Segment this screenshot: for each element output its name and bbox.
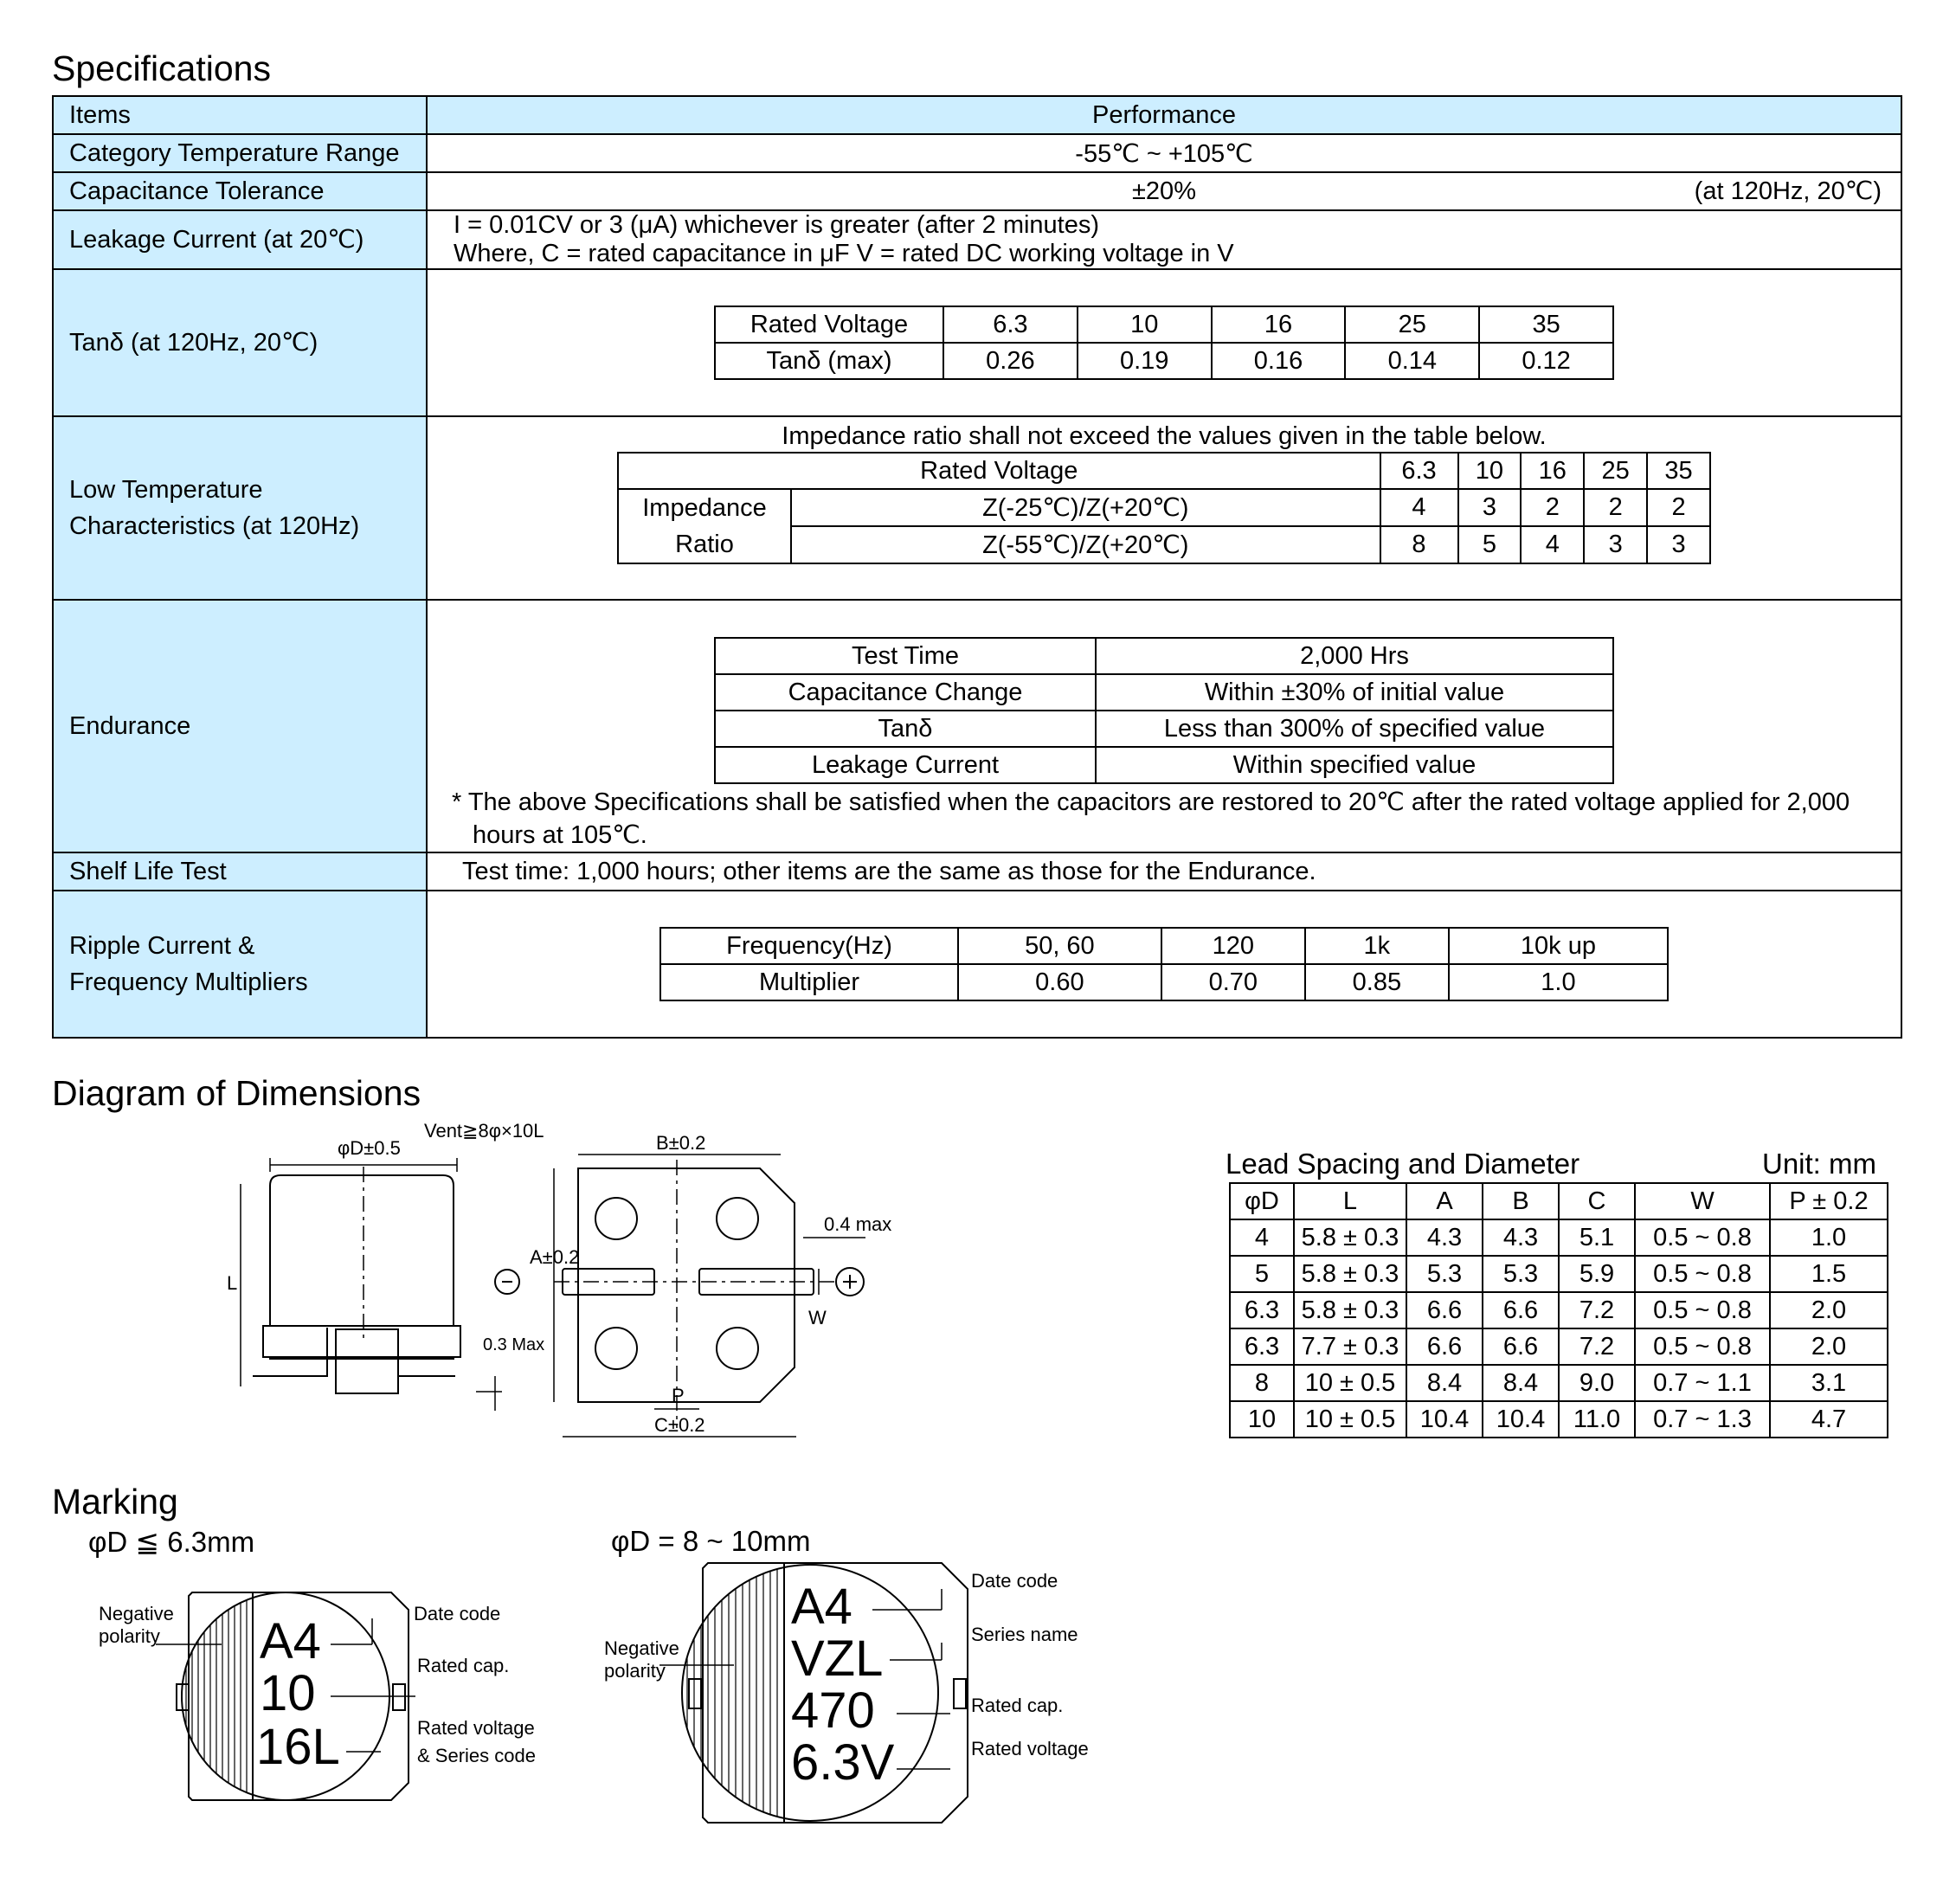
lead-spacing-unit: Unit: mm: [1762, 1148, 1876, 1180]
lead-cell: 1.5: [1770, 1256, 1888, 1292]
table-row: [1230, 1256, 1888, 1292]
large-mark-series: VZL: [791, 1631, 884, 1687]
multiplier-value: 1.0: [1449, 964, 1668, 1000]
lt-value: 5: [1458, 526, 1522, 563]
impedance-ratio-line1: Impedance: [642, 494, 767, 522]
large-mark-date: A4: [791, 1579, 852, 1635]
endurance-note-line1: * The above Specifications shall be satisfied when the capacitors are restored to 20℃ after the rated voltage applied for 2,000: [452, 788, 1850, 816]
lead-cell: 7.2: [1559, 1328, 1635, 1365]
table-row: [1230, 1219, 1888, 1256]
items-header: Items: [53, 96, 427, 134]
lt-value: 4: [1521, 526, 1584, 563]
lt-value: 4: [1380, 489, 1458, 526]
capacitor-bottom-body: [578, 1168, 795, 1402]
lead-cell: 6.6: [1483, 1328, 1559, 1365]
tan-value: 0.19: [1078, 343, 1212, 379]
lead-cell: 8.4: [1406, 1365, 1483, 1401]
large-series-name-label: Series name: [971, 1624, 1078, 1645]
lt-value: 8: [1380, 526, 1458, 563]
tan-delta-table: [714, 306, 1614, 380]
large-mark-voltage: 6.3V: [791, 1734, 895, 1791]
tan-delta-label: Tanδ (at 120Hz, 20℃): [53, 269, 427, 416]
lt-voltage: 10: [1458, 453, 1522, 489]
tan-value: 0.12: [1479, 343, 1613, 379]
endurance-table: [714, 637, 1614, 784]
lead-cell: 3.1: [1770, 1365, 1888, 1401]
lt-value: 3: [1584, 526, 1647, 563]
lt-rated-voltage-label: Rated Voltage: [618, 453, 1380, 489]
lead-header: B: [1483, 1183, 1559, 1219]
lead-spacing-table: [1229, 1182, 1888, 1438]
endurance-note-line2: hours at 105℃.: [473, 821, 647, 849]
negative-polarity-line2: polarity: [99, 1625, 160, 1647]
tan-value: 0.26: [943, 343, 1078, 379]
endurance-item: Leakage Current: [715, 747, 1096, 783]
frequency-value: 1k: [1305, 928, 1449, 964]
tan-rated-voltage-label: Rated Voltage: [715, 306, 943, 343]
lt-value: 2: [1647, 489, 1710, 526]
lead-cell: 2.0: [1770, 1328, 1888, 1365]
lead-cell: 0.5 ~ 0.8: [1635, 1256, 1770, 1292]
lead-cell: 11.0: [1559, 1401, 1635, 1438]
lead-cell: 2.0: [1770, 1292, 1888, 1328]
marking-title: Marking: [52, 1482, 178, 1521]
low-temperature-intro: Impedance ratio shall not exceed the values given in the table below.: [782, 422, 1547, 450]
low-temperature-label-line1: Low Temperature: [69, 476, 263, 504]
lt-voltage: 35: [1647, 453, 1710, 489]
large-mark-cap: 470: [791, 1682, 875, 1739]
small-mark-date: A4: [260, 1613, 321, 1669]
small-size-label: φD ≦ 6.3mm: [88, 1526, 255, 1558]
leakage-current-label: Leakage Current (at 20℃): [53, 210, 427, 269]
lead-cell: 9.0: [1559, 1365, 1635, 1401]
lt-voltage: 16: [1521, 453, 1584, 489]
multiplier-value: 0.60: [958, 964, 1161, 1000]
tan-voltage: 16: [1212, 306, 1346, 343]
ripple-label-line1: Ripple Current &: [69, 932, 255, 960]
mounting-hole: [717, 1198, 758, 1239]
low-temperature-row: [53, 416, 1901, 600]
shelf-life-label: Shelf Life Test: [53, 852, 427, 891]
leakage-current-line2: Where, C = rated capacitance in μF V = rated DC working voltage in V: [454, 240, 1234, 267]
large-size-label: φD = 8 ~ 10mm: [611, 1525, 811, 1557]
lead-cell: 7.2: [1559, 1292, 1635, 1328]
lead-cell: 5.9: [1559, 1256, 1635, 1292]
table-row: [1230, 1328, 1888, 1365]
lt-value: 2: [1584, 489, 1647, 526]
dim-p: P: [672, 1385, 685, 1406]
endurance-value: Less than 300% of specified value: [1096, 711, 1613, 747]
lead-cell: 6.6: [1483, 1292, 1559, 1328]
lead-cell: 6.3: [1230, 1328, 1294, 1365]
endurance-note: [428, 784, 1901, 852]
lt-voltage: 25: [1584, 453, 1647, 489]
mounting-hole: [595, 1198, 637, 1239]
performance-header: Performance: [427, 96, 1901, 134]
lead-header: L: [1294, 1183, 1406, 1219]
large-negative-polarity-line2: polarity: [604, 1660, 666, 1682]
small-rated-voltage-line2: & Series code: [417, 1745, 536, 1766]
lead-cell: 10: [1230, 1401, 1294, 1438]
lead-cell: 6.3: [1230, 1292, 1294, 1328]
lead-cell: 5.8 ± 0.3: [1294, 1292, 1406, 1328]
small-case-tab: [393, 1684, 405, 1710]
specifications-title: Specifications: [52, 48, 271, 88]
lead-cell: 1.0: [1770, 1219, 1888, 1256]
dim-a: A±0.2: [530, 1246, 580, 1268]
endurance-item: Test Time: [715, 638, 1096, 674]
leakage-current-row: [53, 210, 1901, 269]
lead-cell: 10.4: [1483, 1401, 1559, 1438]
mounting-hole: [595, 1328, 637, 1369]
low-temperature-label-line2: Characteristics (at 120Hz): [69, 512, 360, 540]
frequency-value: 10k up: [1449, 928, 1668, 964]
lead-cell: 7.7 ± 0.3: [1294, 1328, 1406, 1365]
negative-polarity-line1: Negative: [99, 1603, 174, 1624]
dim-w: W: [808, 1307, 827, 1328]
lead-cell: 0.5 ~ 0.8: [1635, 1328, 1770, 1365]
frequency-label: Frequency(Hz): [660, 928, 958, 964]
impedance-ratio-line2: Ratio: [675, 531, 734, 558]
lead-header: A: [1406, 1183, 1483, 1219]
lead-cell: 6.6: [1406, 1292, 1483, 1328]
multiplier-value: 0.70: [1161, 964, 1305, 1000]
tan-value: 0.16: [1212, 343, 1346, 379]
lead-cell: 8.4: [1483, 1365, 1559, 1401]
table-row: [1230, 1292, 1888, 1328]
lead-cell: 10 ± 0.5: [1294, 1401, 1406, 1438]
ripple-table: [659, 927, 1669, 1001]
dim-phi-d: φD±0.5: [338, 1137, 401, 1159]
large-case-tab: [954, 1679, 966, 1708]
leakage-current-line1: I = 0.01CV or 3 (μA) whichever is greater (after 2 minutes): [454, 211, 1100, 239]
lead-cell: 5.3: [1483, 1256, 1559, 1292]
frequency-value: 120: [1161, 928, 1305, 964]
shelf-life-value: Test time: 1,000 hours; other items are the same as those for the Endurance.: [427, 852, 1901, 891]
lt-row2-label: Z(-55℃)/Z(+20℃): [791, 526, 1380, 563]
spec-header-row: [53, 96, 1901, 134]
dimension-drawing: [208, 1116, 935, 1463]
lead-header: P ± 0.2: [1770, 1183, 1888, 1219]
shelf-life-row: [53, 852, 1901, 891]
lt-row1-label: Z(-25℃)/Z(+20℃): [791, 489, 1380, 526]
endurance-item: Capacitance Change: [715, 674, 1096, 711]
large-case-tab: [689, 1679, 701, 1708]
tan-voltage: 25: [1345, 306, 1479, 343]
tan-voltage: 10: [1078, 306, 1212, 343]
table-row: [1230, 1365, 1888, 1401]
small-date-code-label: Date code: [414, 1603, 501, 1624]
lead-cell: 4.3: [1483, 1219, 1559, 1256]
endurance-value: 2,000 Hrs: [1096, 638, 1613, 674]
multiplier-value: 0.85: [1305, 964, 1449, 1000]
lead-spacing-title: Lead Spacing and Diameter: [1226, 1148, 1580, 1180]
large-date-code-label: Date code: [971, 1570, 1058, 1592]
dimensions-title: Diagram of Dimensions: [52, 1073, 421, 1113]
lt-value: 3: [1647, 526, 1710, 563]
lead-header: φD: [1230, 1183, 1294, 1219]
capacitance-tolerance-note: (at 120Hz, 20℃): [1694, 177, 1882, 205]
tan-delta-row: [53, 269, 1901, 416]
ripple-row: [53, 891, 1901, 1038]
tan-voltage: 35: [1479, 306, 1613, 343]
large-rated-cap-label: Rated cap.: [971, 1695, 1064, 1716]
lead-cell: 5.8 ± 0.3: [1294, 1219, 1406, 1256]
small-rated-voltage-line1: Rated voltage: [417, 1717, 535, 1739]
lead-cell: 10.4: [1406, 1401, 1483, 1438]
dim-c: C±0.2: [654, 1414, 705, 1436]
tan-value: 0.14: [1345, 343, 1479, 379]
endurance-row: [53, 600, 1901, 852]
capacitor-base: [263, 1326, 460, 1357]
lead-cell: 4.7: [1770, 1401, 1888, 1438]
lead-cell: 5.1: [1559, 1219, 1635, 1256]
small-marking-drawing: [87, 1575, 571, 1809]
mounting-hole: [717, 1328, 758, 1369]
lead-cell: 5.3: [1406, 1256, 1483, 1292]
category-temperature-label: Category Temperature Range: [53, 134, 427, 172]
dim-l: L: [227, 1272, 238, 1294]
table-row: [1230, 1401, 1888, 1438]
lead-header: C: [1559, 1183, 1635, 1219]
small-mark-cap: 10: [260, 1665, 316, 1721]
lead-cell: 0.5 ~ 0.8: [1635, 1219, 1770, 1256]
lead-header-row: [1230, 1183, 1888, 1219]
specifications-table: [52, 95, 1902, 1039]
large-marking-drawing: [604, 1558, 1123, 1826]
endurance-value: Within specified value: [1096, 747, 1613, 783]
tan-voltage: 6.3: [943, 306, 1078, 343]
capacitance-tolerance-row: [53, 172, 1901, 210]
lead-cell: 6.6: [1406, 1328, 1483, 1365]
dim-04-max: 0.4 max: [824, 1213, 892, 1235]
small-mark-voltage: 16L: [256, 1719, 340, 1775]
dim-03-max: 0.3 Max: [483, 1335, 545, 1354]
capacitance-tolerance-value: ±20%: [1132, 177, 1196, 205]
lead-header: W: [1635, 1183, 1770, 1219]
capacitance-tolerance-label: Capacitance Tolerance: [53, 172, 427, 210]
endurance-item: Tanδ: [715, 711, 1096, 747]
lead-cell: 10 ± 0.5: [1294, 1365, 1406, 1401]
endurance-value: Within ±30% of initial value: [1096, 674, 1613, 711]
lt-value: 3: [1458, 489, 1522, 526]
ripple-label-line2: Frequency Multipliers: [69, 968, 308, 996]
category-temperature-row: [53, 134, 1901, 172]
lt-voltage: 6.3: [1380, 453, 1458, 489]
frequency-value: 50, 60: [958, 928, 1161, 964]
lead-cell: 5.8 ± 0.3: [1294, 1256, 1406, 1292]
endurance-label: Endurance: [53, 600, 427, 852]
lead-cell: 4: [1230, 1219, 1294, 1256]
low-temperature-table: [617, 452, 1711, 564]
small-rated-cap-label: Rated cap.: [417, 1655, 510, 1676]
large-rated-voltage-label: Rated voltage: [971, 1738, 1089, 1759]
lead-cell: 5: [1230, 1256, 1294, 1292]
dim-vent: Vent≧8φ×10L: [424, 1120, 544, 1142]
lead-cell: 0.7 ~ 1.1: [1635, 1365, 1770, 1401]
lead-cell: 0.7 ~ 1.3: [1635, 1401, 1770, 1438]
category-temperature-value: -55℃ ~ +105℃: [427, 134, 1901, 172]
large-negative-polarity-line1: Negative: [604, 1637, 679, 1659]
tan-max-label: Tanδ (max): [715, 343, 943, 379]
lead-cell: 4.3: [1406, 1219, 1483, 1256]
multiplier-label: Multiplier: [660, 964, 958, 1000]
lt-value: 2: [1521, 489, 1584, 526]
dim-b: B±0.2: [656, 1132, 706, 1154]
lead-cell: 8: [1230, 1365, 1294, 1401]
lead-cell: 0.5 ~ 0.8: [1635, 1292, 1770, 1328]
